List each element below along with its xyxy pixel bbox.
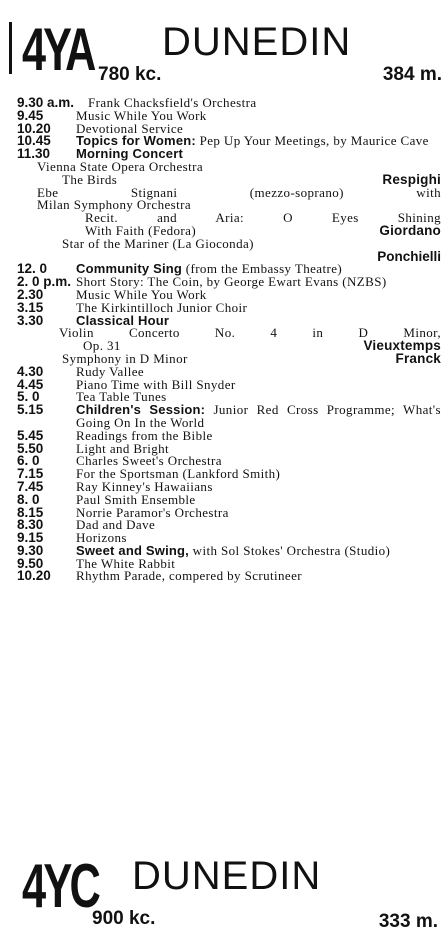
entry-text: Pep Up Your Meetings, by Maurice Cave bbox=[199, 133, 429, 149]
station-wavelength: 384 m. bbox=[382, 64, 442, 85]
entry-text: Horizons bbox=[76, 530, 127, 546]
entry-text: Paul Smith Ensemble bbox=[76, 491, 196, 507]
entry-time: 10.20 bbox=[17, 568, 51, 584]
entry-text: Rhythm Parade, compered by Scrutineer bbox=[76, 568, 302, 584]
entry-text: Short Story: The Coin, by George Ewart Evans (NZBS) bbox=[76, 274, 387, 290]
entry-title: Morning Concert bbox=[76, 146, 183, 162]
entry-time: 9.50 bbox=[17, 555, 44, 571]
entry-text: Norrie Paramor's Orchestra bbox=[76, 504, 229, 520]
entry-time: 7.15 bbox=[17, 466, 44, 482]
programme-entry bbox=[17, 404, 441, 430]
concert-piece: Star of the Mariner (La Gioconda) bbox=[62, 235, 254, 251]
concert-orchestra: Vienna State Opera Orchestra bbox=[37, 158, 203, 174]
entry-text: with Sol Stokes' Orchestra (Studio) bbox=[192, 542, 391, 558]
entry-time: 10.45 bbox=[17, 133, 51, 149]
entry-title: Community Sing bbox=[76, 261, 183, 277]
entry-title: Classical Hour bbox=[76, 312, 170, 328]
concert-piece: Recit. and Aria: O Eyes Shining bbox=[85, 210, 441, 226]
entry-text: (from the Embassy Theatre) bbox=[185, 261, 343, 277]
concert-piece-cont: With Faith (Fedora) bbox=[85, 222, 197, 238]
entry-time: 5.50 bbox=[17, 440, 44, 456]
entry-text: Music While You Work bbox=[76, 286, 207, 302]
concert-piece: The Birds bbox=[62, 171, 118, 187]
station-frequency: 780 kc. bbox=[98, 64, 162, 85]
entry-time: 2.30 bbox=[17, 286, 44, 302]
entry-time: 3.30 bbox=[17, 312, 44, 328]
concert-performer: Ebe Stignani (mezzo-soprano) with bbox=[37, 184, 441, 200]
entry-time: 8.15 bbox=[17, 504, 44, 520]
composer-name: Giordano bbox=[379, 222, 441, 238]
entry-text: Piano Time with Bill Snyder bbox=[76, 376, 236, 392]
entry-text: Frank Chacksfield's Orchestra bbox=[88, 95, 257, 110]
composer-name: Franck bbox=[395, 350, 441, 366]
entry-text: Rudy Vallee bbox=[76, 363, 145, 379]
entry-text: For the Sportsman (Lankford Smith) bbox=[76, 466, 281, 482]
entry-text: Devotional Service bbox=[76, 120, 184, 136]
entry-time: 9.15 bbox=[17, 530, 44, 546]
entry-title: Topics for Women: bbox=[76, 133, 196, 149]
entry-time: 8. 0 bbox=[17, 491, 40, 507]
station-wavelength: 333 m. bbox=[378, 911, 438, 932]
entry-time: 4.45 bbox=[17, 376, 44, 392]
composer-name: Respighi bbox=[382, 171, 441, 187]
entry-text: Ray Kinney's Hawaiians bbox=[76, 478, 213, 494]
entry-time: 6. 0 bbox=[17, 453, 40, 469]
entry-title: Sweet and Swing, bbox=[76, 542, 189, 558]
entry-text: Readings from the Bible bbox=[76, 427, 213, 443]
entry-time: 11.30 bbox=[17, 146, 51, 162]
entry-time: 4.30 bbox=[17, 363, 44, 379]
entry-time: 9.30 bbox=[17, 542, 44, 558]
classical-piece-cont: Op. 31 bbox=[83, 338, 121, 354]
station-header-4yc bbox=[22, 852, 442, 936]
entry-time: 9.30 a.m. bbox=[17, 95, 75, 110]
left-border-rule bbox=[9, 22, 12, 74]
entry-text: Music While You Work bbox=[76, 107, 207, 123]
entry-time: 10.20 bbox=[17, 120, 51, 136]
entry-time: 3.15 bbox=[17, 299, 44, 315]
entry-text: Light and Bright bbox=[76, 440, 170, 456]
entry-time: 12. 0 bbox=[17, 261, 48, 277]
entry-time: 5.15 bbox=[17, 402, 44, 418]
entry-time: 9.45 bbox=[17, 107, 44, 123]
entry-text: Tea Table Tunes bbox=[76, 389, 167, 405]
station-frequency: 900 kc. bbox=[92, 908, 156, 929]
entry-text: Charles Sweet's Orchestra bbox=[76, 453, 222, 469]
composer-name: Ponchielli bbox=[377, 248, 441, 264]
classical-piece: Violin Concerto No. 4 in D Minor, bbox=[59, 325, 441, 341]
classical-piece: Symphony in D Minor bbox=[62, 350, 188, 366]
entry-time: 5. 0 bbox=[17, 389, 40, 405]
programme-listing bbox=[17, 97, 441, 583]
entry-text: Dad and Dave bbox=[76, 517, 156, 533]
entry-text: Junior Red Cross Programme; What's Going On In the World bbox=[76, 402, 441, 430]
station-city: DUNEDIN bbox=[132, 854, 322, 898]
entry-time: 5.45 bbox=[17, 427, 44, 443]
entry-time: 7.45 bbox=[17, 478, 44, 494]
station-header-4ya bbox=[22, 16, 442, 90]
entry-text: The Kirkintilloch Junior Choir bbox=[76, 299, 248, 315]
entry-time: 8.30 bbox=[17, 517, 44, 533]
station-callsign: 4YC bbox=[22, 852, 99, 921]
entry-title: Children's Session: bbox=[76, 402, 206, 418]
programme-entry bbox=[17, 570, 441, 583]
entry-text: The White Rabbit bbox=[76, 555, 176, 571]
station-city: DUNEDIN bbox=[162, 20, 352, 64]
entry-time: 2. 0 p.m. bbox=[17, 274, 72, 290]
composer-name: Vieuxtemps bbox=[363, 338, 441, 354]
station-callsign: 4YA bbox=[22, 16, 94, 83]
concert-performer-cont: Milan Symphony Orchestra bbox=[37, 197, 192, 213]
